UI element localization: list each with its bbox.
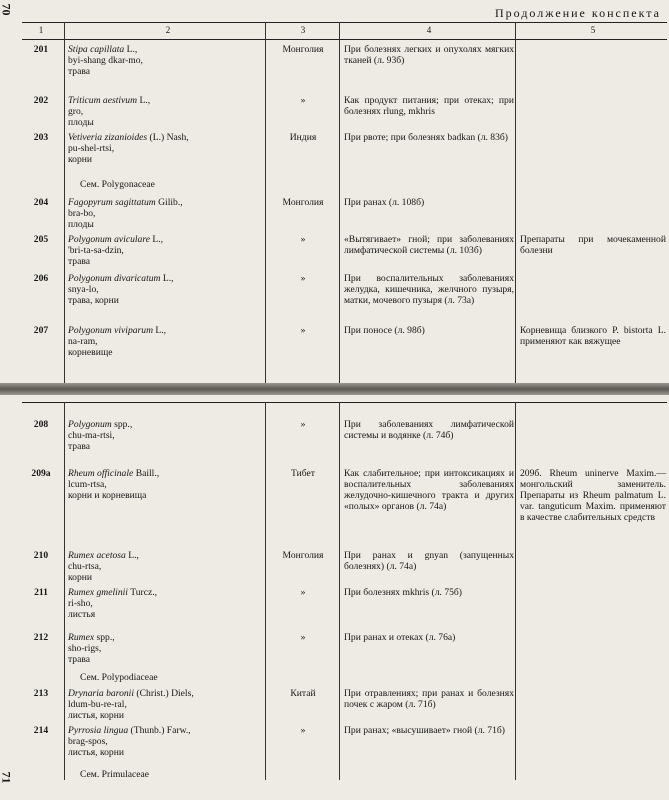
plant-cell (68, 550, 268, 583)
latin-name: Pyrrosia lingua (68, 725, 129, 736)
plant-part: плоды (68, 117, 94, 128)
latin-name: Rumex gmelinii (68, 587, 128, 598)
region: » (300, 234, 306, 245)
family-heading: Сем. Polypodiaceae (80, 672, 158, 683)
medical-use: При болезнях mkhris (л. 75б) (344, 587, 463, 598)
plant-cell (68, 197, 268, 230)
region: Индия (289, 132, 317, 143)
author: (Christ.) Diels, (136, 688, 194, 699)
top-page (0, 0, 669, 383)
medical-use: При воспалительных заболеваниях желудка, кишечника, желчного пузыря, матки, мочевого пузыря (л. 73а) (344, 273, 514, 306)
entry-number: 211 (34, 587, 48, 598)
column-header-3: 3 (300, 25, 306, 35)
entry-number: 210 (33, 550, 49, 561)
author: L., (155, 325, 167, 336)
column-divider (515, 22, 516, 383)
column-divider (64, 22, 65, 383)
plant-cell (68, 419, 268, 452)
column-header-5: 5 (590, 25, 596, 35)
region: Монголия (282, 550, 324, 561)
plant-cell (68, 132, 268, 165)
medical-use: Как продукт питания; при отеках; при болезнях rlung, mkhris (344, 95, 514, 117)
medical-use: При рвоте; при болезнях badkan (л. 83б) (344, 132, 508, 143)
latin-name: Polygonum viviparum (68, 325, 153, 336)
entry-number: 207 (33, 325, 49, 336)
latin-name: Rumex acetosa (68, 550, 126, 561)
plant-part: трава (68, 654, 91, 665)
entry-number: 214 (33, 725, 49, 736)
plant-part: корни (68, 572, 93, 583)
plant-cell (68, 587, 268, 620)
plant-part: трава (68, 66, 91, 77)
plant-cell (68, 468, 268, 501)
tibetan-name: ri-sho, (68, 598, 93, 609)
tibetan-name: lcum-rtsa, (68, 479, 107, 490)
author: (L.) Nash, (149, 132, 189, 143)
author: spp., (114, 419, 133, 430)
plant-part: плоды (68, 219, 94, 230)
entry-number: 204 (33, 197, 49, 208)
tibetan-name: na-ram, (68, 336, 98, 347)
plant-part: трава (68, 256, 91, 267)
medical-use: При заболеваниях лимфатической системы и водянке (л. 74б) (344, 419, 514, 441)
tibetan-name: chu-ma-rtsi, (68, 430, 115, 441)
tibetan-name: brag-spos, (68, 736, 108, 747)
region: » (300, 95, 306, 106)
latin-name: Stipa capillata (68, 44, 125, 55)
page-number: 71 (0, 771, 14, 784)
plant-cell (68, 44, 268, 77)
region: » (300, 632, 306, 643)
region: » (300, 587, 306, 598)
plant-part: листья (68, 609, 96, 620)
plant-cell (68, 234, 268, 267)
plant-part: листья, корни (68, 747, 124, 758)
tibetan-name: bra-bo, (68, 208, 96, 219)
latin-name: Rumex (68, 632, 95, 643)
latin-name: Polygonum divaricatum (68, 273, 161, 284)
latin-name: Vetiveria zizanioides (68, 132, 148, 143)
family-heading: Сем. Primulaceae (80, 769, 150, 780)
author: Gilib., (158, 197, 183, 208)
medical-use: При ранах; «высушивает» гной (л. 71б) (344, 725, 505, 736)
plant-cell (68, 325, 268, 358)
column-divider (515, 402, 516, 780)
column-header-2: 2 (165, 25, 171, 35)
tibetan-name: snya-lo, (68, 284, 99, 295)
latin-name: Fagopyrum sagittatum (68, 197, 156, 208)
entry-number: 206 (33, 273, 49, 284)
running-head: Продолжение конспекта (495, 6, 661, 20)
medical-use: При ранах (л. 108б) (344, 197, 425, 208)
region: » (300, 273, 306, 284)
page-number: 70 (0, 3, 14, 16)
author: L., (126, 44, 138, 55)
plant-part: корни и корневища (68, 490, 147, 501)
region: » (300, 419, 306, 430)
medical-use: При ранах и отеках (л. 76а) (344, 632, 456, 643)
entry-number: 213 (33, 688, 49, 699)
medical-use: Как слабительное; при интоксикациях и воспалительных заболеваниях желудочно-кишечного тракта и других «полых» органов (л. 74а) (344, 468, 514, 512)
entry-number: 212 (33, 632, 49, 643)
column-header (22, 22, 667, 40)
bottom-page (0, 395, 669, 800)
family-heading: Сем. Polygonaceae (80, 179, 155, 190)
author: Baill., (135, 468, 160, 479)
author: L., (128, 550, 139, 561)
region: Тибет (291, 468, 315, 479)
tibetan-name: 'bri-ta-sa-dzin, (68, 245, 124, 256)
region: » (300, 325, 306, 336)
note: 209б. Rheum uninerve Maxim.— монгольский заменитель. Препараты из Rheum palmatum L. var. tanguticum Maxim. применяют в качестве слабительных средств (520, 468, 666, 523)
entry-number: 202 (33, 95, 49, 106)
note: Препараты при мочекаменной болезни (520, 234, 666, 256)
author: L., (162, 273, 174, 284)
plant-part: трава, корни (68, 295, 119, 306)
column-divider (64, 402, 65, 780)
region: Монголия (282, 44, 324, 55)
tibetan-name: ldum-bu-re-ral, (68, 699, 127, 710)
plant-cell (68, 725, 268, 758)
medical-use: При отравлениях; при ранах и болезнях почек с жаром (л. 71б) (344, 688, 514, 710)
column-divider (339, 402, 340, 780)
plant-cell (68, 632, 268, 665)
tibetan-name: pu-shel-rtsi, (68, 143, 115, 154)
plant-cell (68, 273, 268, 306)
latin-name: Triticum aestivum (68, 95, 138, 106)
latin-name: Drynaria baronii (68, 688, 135, 699)
medical-use: При ранах и gnyan (запущенных болезнях) (л. 74а) (344, 550, 514, 572)
region: Китай (290, 688, 316, 699)
medical-use: «Вытягивает» гной; при заболеваниях лимфатической системы (л. 103б) (344, 234, 514, 256)
entry-number: 205 (33, 234, 49, 245)
author: Turcz., (130, 587, 158, 598)
latin-name: Rheum officinale (68, 468, 134, 479)
plant-part: корневище (68, 347, 113, 358)
author: spp., (96, 632, 115, 643)
medical-use: При поносе (л. 98б) (344, 325, 425, 336)
author: (Thunb.) Farw., (130, 725, 191, 736)
column-divider (339, 22, 340, 383)
latin-name: Polygonum aviculare (68, 234, 150, 245)
plant-part: листья, корни (68, 710, 124, 721)
author: L., (152, 234, 164, 245)
plant-part: трава (68, 441, 91, 452)
region: » (300, 725, 306, 736)
book-gutter (0, 383, 669, 395)
plant-part: корни (68, 154, 93, 165)
note: Корневища близкого P. bistorta L. применяют как вяжущее (520, 325, 666, 347)
medical-use: При болезнях легких и опухолях мягких тканей (л. 93б) (344, 44, 514, 66)
region: Монголия (282, 197, 324, 208)
plant-cell (68, 95, 268, 128)
table-top-rule (22, 402, 667, 403)
entry-number: 203 (33, 132, 49, 143)
entry-number: 201 (33, 44, 49, 55)
tibetan-name: byi-shang dkar-mo, (68, 55, 143, 66)
latin-name: Polygonum (68, 419, 112, 430)
tibetan-name: sho-rigs, (68, 643, 102, 654)
entry-number: 208 (33, 419, 49, 430)
entry-number: 209а (31, 468, 51, 479)
plant-cell (68, 688, 268, 721)
column-header-4: 4 (426, 25, 432, 35)
author: L., (139, 95, 151, 106)
tibetan-name: chu-rtsa, (68, 561, 102, 572)
tibetan-name: gro, (68, 106, 84, 117)
column-header-1: 1 (38, 25, 44, 35)
